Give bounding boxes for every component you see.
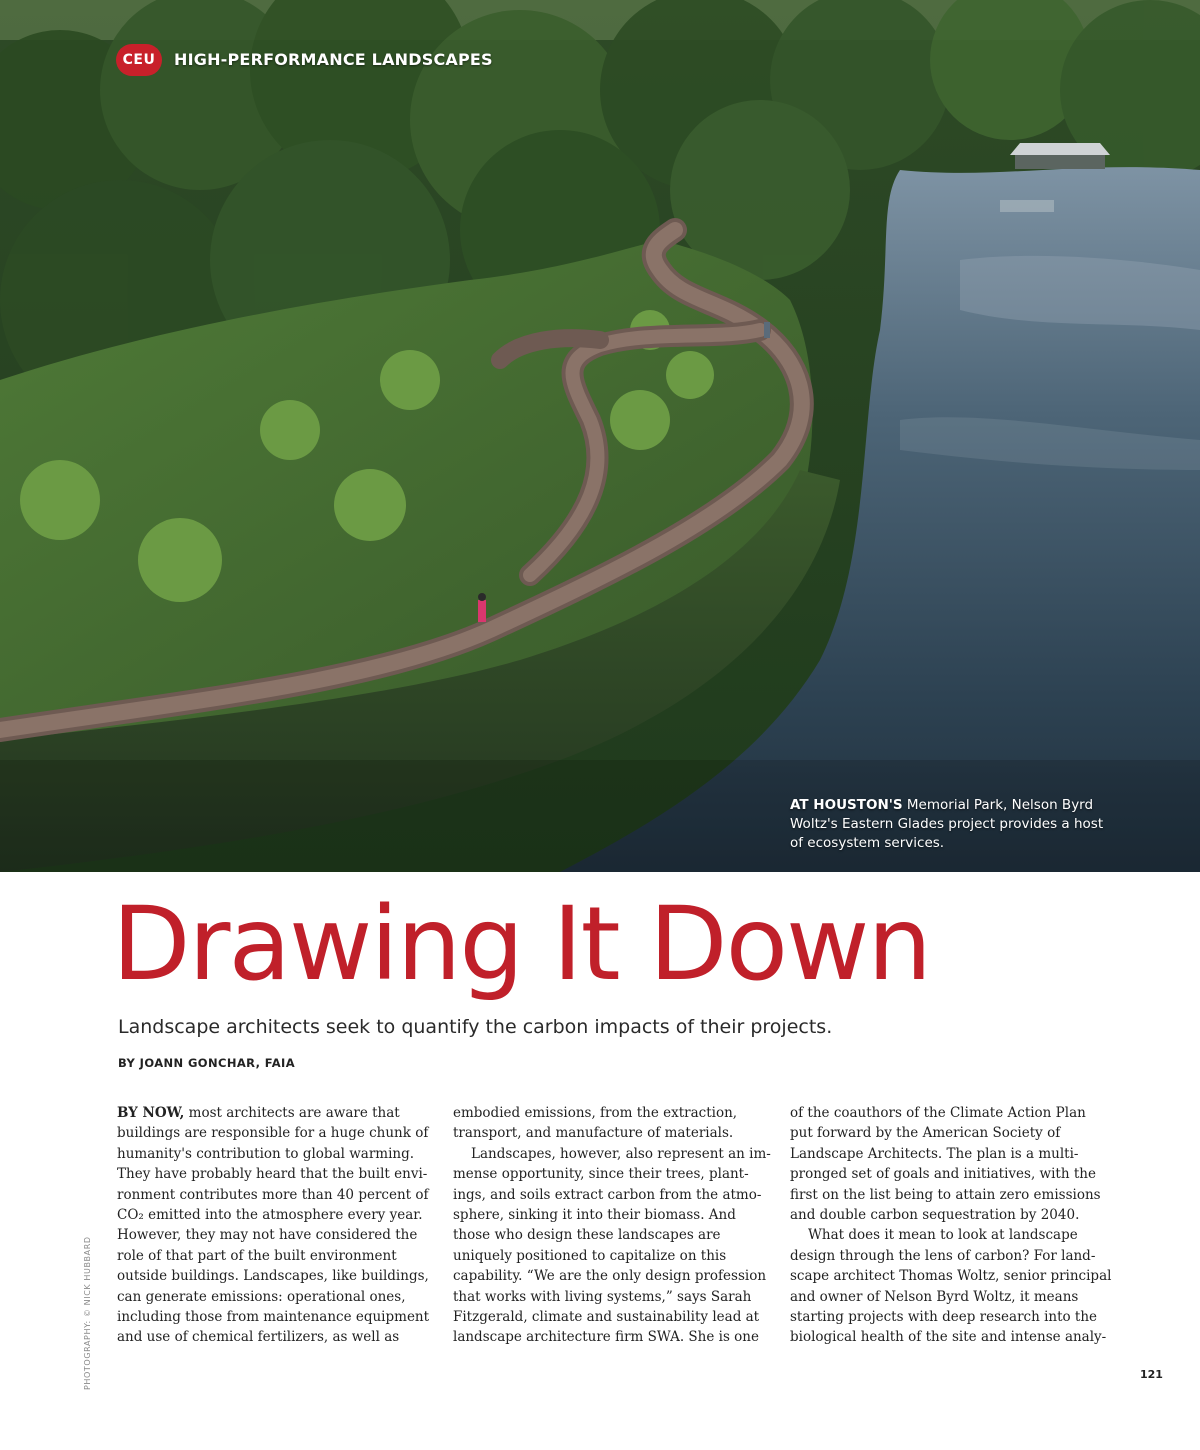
article-title: Drawing It Down — [112, 885, 931, 1004]
body-line: uniquely positioned to capitalize on this — [453, 1247, 727, 1264]
ceu-badge: CEU — [116, 44, 162, 76]
body-line: scape architect Thomas Woltz, senior principal — [790, 1268, 1112, 1285]
body-line: They have probably heard that the built envi- — [117, 1166, 428, 1183]
body-line: CO₂ emitted into the atmosphere every year. — [117, 1207, 423, 1224]
body-line: starting projects with deep research into the — [790, 1309, 1098, 1326]
body-line: transport, and manufacture of materials. — [453, 1125, 734, 1142]
article-deck: Landscape architects seek to quantify the carbon impacts of their projects. — [118, 1016, 833, 1038]
body-line: design through the lens of carbon? For land- — [790, 1247, 1096, 1264]
page-number: 121 — [1140, 1368, 1163, 1381]
body-line: biological health of the site and intense analy- — [790, 1329, 1107, 1346]
body-line: What does it mean to look at landscape — [808, 1227, 1078, 1244]
body-line: landscape architecture firm SWA. She is one — [453, 1329, 759, 1346]
body-line: and double carbon sequestration by 2040. — [790, 1207, 1080, 1224]
body-line: Fitzgerald, climate and sustainability lead at — [453, 1309, 760, 1326]
caption-line: Memorial Park, Nelson Byrd — [902, 797, 1094, 813]
body-line: buildings are responsible for a huge chunk of — [117, 1125, 429, 1142]
body-line: ings, and soils extract carbon from the atmo- — [453, 1186, 762, 1203]
body-line: first on the list being to attain zero emissions — [790, 1186, 1101, 1203]
lead-in: BY NOW, — [117, 1105, 185, 1121]
body-line: and use of chemical fertilizers, as well as — [117, 1329, 400, 1346]
body-line: including those from maintenance equipment — [117, 1309, 430, 1326]
caption-line: of ecosystem services. — [790, 835, 945, 851]
body-column-3 — [790, 1103, 1112, 1348]
body-column-1 — [117, 1103, 430, 1348]
body-line: mense opportunity, since their trees, plant- — [453, 1166, 749, 1183]
caption-line: Woltz's Eastern Glades project provides a host — [790, 816, 1104, 832]
body-line: role of that part of the built environment — [117, 1247, 397, 1264]
body-line: Landscape Architects. The plan is a multi- — [790, 1145, 1079, 1162]
body-line: those who design these landscapes are — [453, 1227, 721, 1244]
photo-credit — [83, 1190, 93, 1390]
body-line: of the coauthors of the Climate Action Plan — [790, 1105, 1086, 1121]
body-line: can generate emissions: operational ones, — [117, 1288, 406, 1305]
body-line: that works with living systems,” says Sarah — [453, 1288, 752, 1305]
body-line: pronged set of goals and initiatives, with the — [790, 1166, 1096, 1183]
body-line: Landscapes, however, also represent an im- — [471, 1145, 771, 1162]
photo-credit-text: PHOTOGRAPHY: © NICK HUBBARD — [83, 1236, 92, 1390]
body-line: humanity's contribution to global warming. — [117, 1145, 415, 1162]
caption-lead: AT HOUSTON'S — [790, 797, 903, 813]
body-line: capability. “We are the only design profession — [453, 1268, 767, 1285]
article-byline: BY JOANN GONCHAR, FAIA — [118, 1056, 296, 1070]
body-line: However, they may not have considered the — [117, 1227, 418, 1244]
body-line: ronment contributes more than 40 percent of — [117, 1186, 429, 1203]
photo-caption — [790, 796, 1110, 853]
body-column-2 — [453, 1103, 771, 1348]
body-line: put forward by the American Society of — [790, 1125, 1061, 1142]
body-line: BY NOW, most architects are aware that — [117, 1105, 400, 1121]
body-line: and owner of Nelson Byrd Woltz, it means — [790, 1288, 1079, 1305]
body-line: embodied emissions, from the extraction, — [453, 1105, 738, 1121]
body-line: sphere, sinking it into their biomass. And — [453, 1207, 736, 1224]
section-label: HIGH-PERFORMANCE LANDSCAPES — [174, 50, 493, 69]
body-line: outside buildings. Landscapes, like buildings, — [117, 1268, 429, 1285]
